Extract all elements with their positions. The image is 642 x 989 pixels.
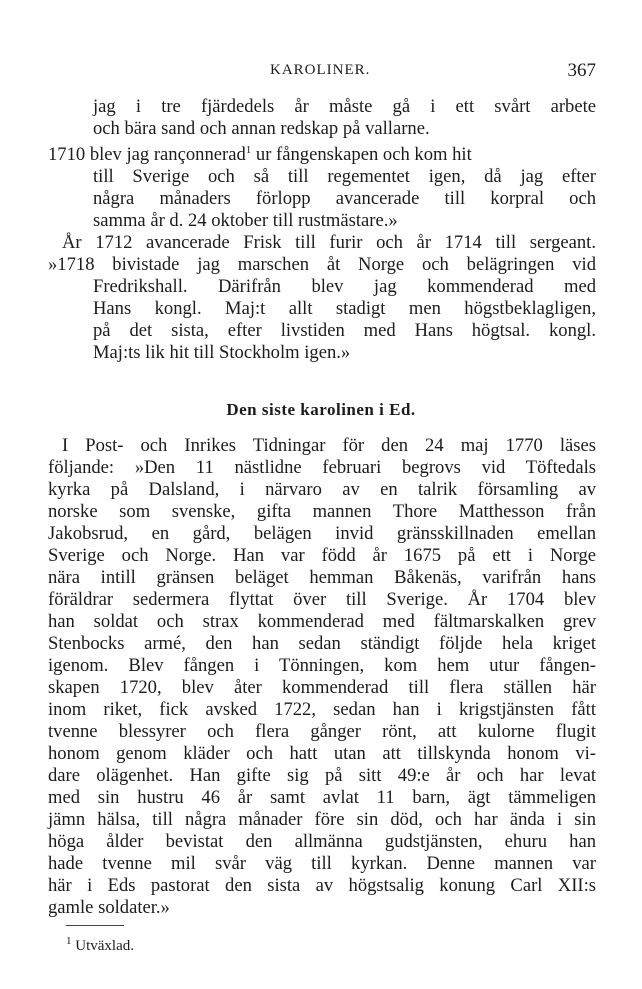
text-line: I Post- och Inrikes Tidningar för den 24 maj 1770 läses — [62, 435, 596, 456]
section-heading: Den siste karolinen i Ed. — [226, 400, 416, 419]
text-line: Stenbocks armé, den han sedan ständigt följde hela kriget — [48, 633, 596, 654]
text-line — [48, 144, 596, 166]
text-fragment: 1710 blev jag rançonnerad — [48, 144, 246, 165]
text-line: föräldrar sedermera flyttat över till Sverige. År 1704 blev — [48, 589, 596, 610]
text-line: tvenne blessyrer och flera gånger rönt, att kulorne flugit — [48, 721, 596, 742]
footnote-reference: 1 — [245, 143, 252, 156]
page-header — [0, 60, 642, 84]
text-line: År 1712 avancerade Frisk till furir och år 1714 till sergeant. — [62, 232, 596, 253]
footnote-divider — [66, 925, 124, 926]
text-line: skapen 1720, blev åter kommenderad till flera ställen här — [48, 677, 596, 698]
text-line: »1718 bivistade jag marschen åt Norge och belägringen vid — [48, 254, 596, 275]
text-line: kyrka på Dalsland, i närvaro av en talrik församling av — [48, 479, 596, 500]
footnote-mark: 1 — [66, 935, 72, 947]
text-line: dare olägenhet. Han gifte sig på sitt 49:e år och har levat — [48, 765, 596, 786]
footnote-text: Utväxlad. — [75, 938, 134, 954]
footnote — [66, 935, 134, 955]
text-line: Sverige och Norge. Han var född år 1675 på ett i Norge — [48, 545, 596, 566]
text-line: jag i tre fjärdedels år måste gå i ett svårt arbete — [93, 96, 596, 117]
text-line: här i Eds pastorat den sista av högstsalig konung Carl XII:s — [48, 875, 596, 896]
text-line: på det sista, efter livstiden med Hans högtsal. kongl. — [93, 320, 596, 341]
text-line: till Sverige och så till regementet igen, då jag efter — [93, 166, 596, 187]
text-line: igenom. Blev fången i Tönningen, kom hem utur fången- — [48, 655, 596, 676]
text-line: följande: »Den 11 nästlidne februari begrovs vid Töftedals — [48, 457, 596, 478]
text-line: Jakobsrud, en gård, belägen invid gränsskillnaden emellan — [48, 523, 596, 544]
text-fragment: ur fångenskapen och kom hit — [251, 144, 472, 165]
text-line: han soldat och strax kommenderad med fältmarskalken grev — [48, 611, 596, 632]
text-line: samma år d. 24 oktober till rustmästare.» — [93, 210, 398, 231]
text-line: höga ålder bevistat den allmänna gudstjänsten, ehuru han — [48, 831, 596, 852]
text-line: nära intill gränsen beläget hemman Båkenäs, varifrån hans — [48, 567, 596, 588]
text-line: Fredrikshall. Därifrån blev jag kommenderad med — [93, 276, 596, 297]
text-line: Hans kongl. Maj:t allt stadigt men högstbeklagligen, — [93, 298, 596, 319]
text-line: inom riket, fick avsked 1722, sedan han i krigstjänsten fått — [48, 699, 596, 720]
text-line: jämn hälsa, till några månader före sin död, och har ända i sin — [48, 809, 596, 830]
text-line: norske som svenske, gifta mannen Thore Matthesson från — [48, 501, 596, 522]
text-line: honom genom kläder och hatt utan att tillskynda honom vi- — [48, 743, 596, 764]
text-line: Maj:ts lik hit till Stockholm igen.» — [93, 342, 351, 363]
text-line: med sin hustru 46 år samt avlat 11 barn, ägt tämmeligen — [48, 787, 596, 808]
running-title: KAROLINER. — [270, 62, 371, 78]
page-number: 367 — [567, 60, 596, 81]
text-line: och bära sand och annan redskap på vallarne. — [93, 118, 430, 139]
text-line: gamle soldater.» — [48, 897, 170, 918]
text-line: hade tvenne mil svår väg till kyrkan. Denne mannen var — [48, 853, 596, 874]
text-line: några månaders förlopp avancerade till korpral och — [93, 188, 596, 209]
